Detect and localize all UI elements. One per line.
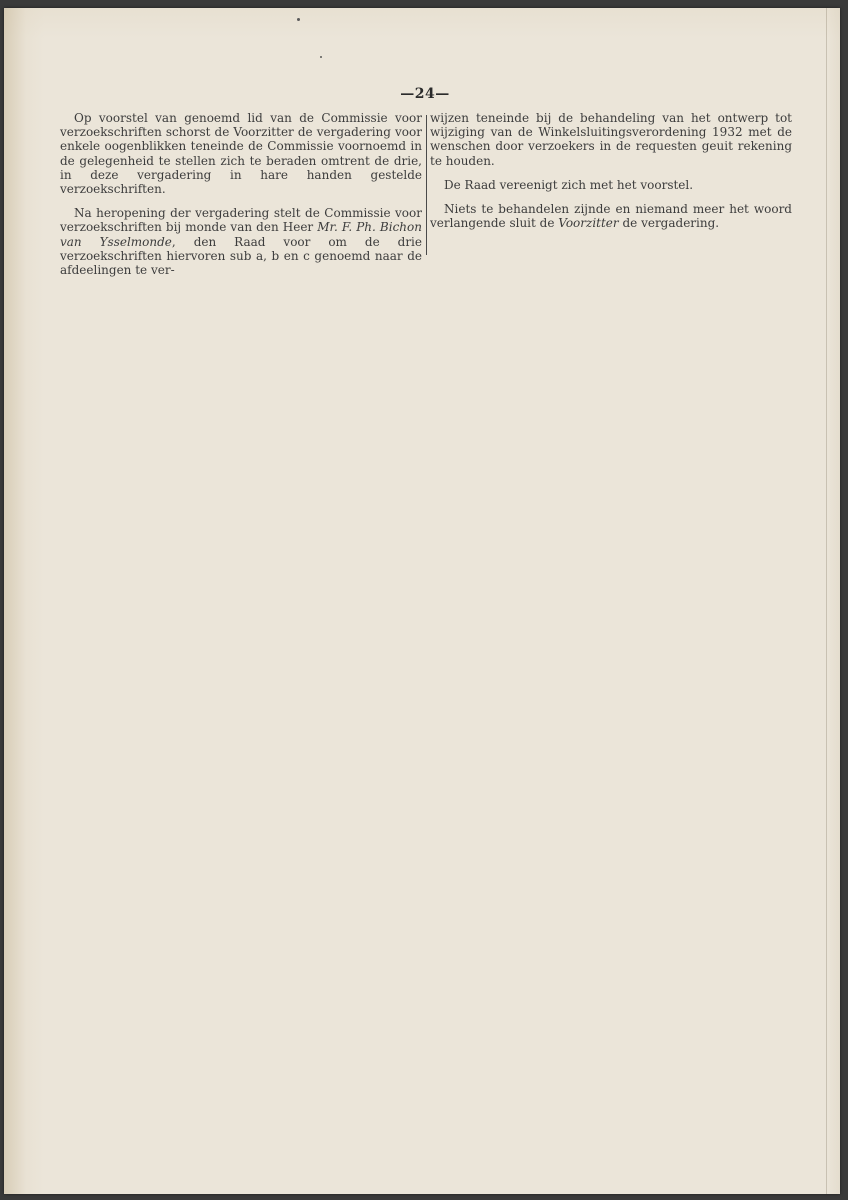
- left-paragraph-2-end: , den Raad voor om de drie verzoekschriften hiervoren sub a, b en c genoemd naar de afdeelingen te ver-: [60, 234, 422, 278]
- right-paragraph-3-start: Niets te behandelen zijnde en niemand meer het woord verlangende sluit de: [430, 202, 792, 231]
- left-paragraph-2: [60, 206, 422, 277]
- left-paragraph-2-start: Na heropening der vergadering stelt de Commissie voor verzoekschriften bij monde van den Heer: [60, 206, 422, 235]
- chairman-title: Voorzitter: [558, 216, 619, 231]
- right-paragraph-1: wijzen teneinde bij de behandeling van het ontwerp tot wijziging van de Winkelsluitingsverordening 1932 met de wenschen door verzoekers in de requesten geuit rekening te houden.: [430, 111, 792, 168]
- left-column: [60, 111, 422, 287]
- page-number: —24—: [400, 86, 450, 102]
- right-paragraph-3: [430, 202, 792, 230]
- left-paragraph-1: Op voorstel van genoemd lid van de Commissie voor verzoekschriften schorst de Voorzitter de vergadering voor enkele oogenblikken teneinde de Commissie voornoemd in de gelegenheid te stellen zich te beraden omtrent de drie, in deze vergadering in hare handen gestelde verzoekschriften.: [60, 111, 422, 197]
- paper-speck: [297, 18, 300, 21]
- paper-speck: [320, 56, 322, 58]
- page-edge-shadow: [826, 8, 827, 1194]
- right-paragraph-2: De Raad vereenigt zich met het voorstel.: [444, 177, 694, 192]
- right-column: [430, 111, 792, 240]
- right-paragraph-3-end: de vergadering.: [618, 216, 720, 231]
- member-name: Mr. F. Ph. Bichon van Ysselmonde: [60, 220, 422, 249]
- column-divider: [426, 115, 427, 255]
